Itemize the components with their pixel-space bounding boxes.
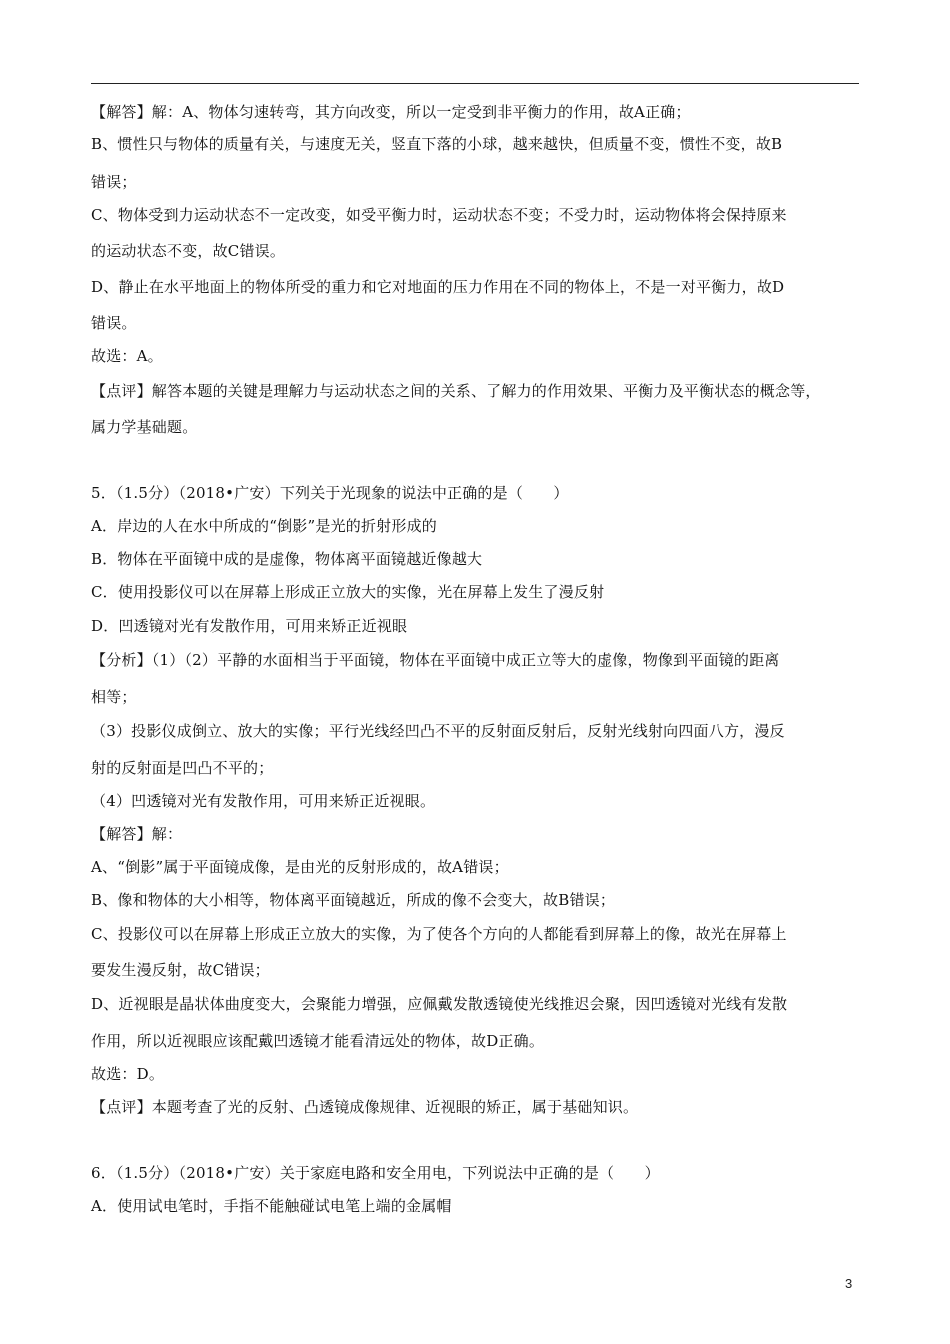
question-6-stem: 6．（1.5分）（2018•广安）关于家庭电路和安全用电，下列说法中正确的是（ ） [91,1164,660,1182]
analysis-line: 【分析】（1）（2）平静的水面相当于平面镜，物体在平面镜中成正立等大的虚像，物像到平面镜的距离 [91,651,780,669]
answer-line: B、像和物体的大小相等，物体离平面镜越近，所成的像不会变大，故B错误； [91,891,616,909]
comment-line: 【点评】本题考查了光的反射、凸透镜成像规律、近视眼的矫正，属于基础知识。 [91,1098,639,1116]
answer-line: 的运动状态不变，故C错误。 [91,242,286,260]
choice-line: 故选：A。 [91,347,163,365]
choice-line: 故选：D。 [91,1065,165,1083]
answer-line: 错误； [91,173,137,191]
question-5-option-a: A．岸边的人在水中所成的“倒影”是光的折射形成的 [91,517,437,535]
page-number: 3 [845,1276,853,1291]
comment-line: 属力学基础题。 [91,418,198,436]
answer-line: 【解答】解： [91,825,183,843]
answer-line: D、近视眼是晶状体曲度变大，会聚能力增强，应佩戴发散透镜使光线推迟会聚，因凹透镜对光线有发散 [91,995,788,1013]
answer-line: C、投影仪可以在屏幕上形成正立放大的实像，为了使各个方向的人都能看到屏幕上的像，故光在屏幕上 [91,925,787,943]
question-5-stem: 5．（1.5分）（2018•广安）下列关于光现象的说法中正确的是（ ） [91,484,569,502]
answer-line: 作用，所以近视眼应该配戴凹透镜才能看清远处的物体，故D正确。 [91,1032,545,1050]
analysis-line: 射的反射面是凹凸不平的； [91,759,274,777]
analysis-line: （3）投影仪成倒立、放大的实像；平行光线经凹凸不平的反射面反射后，反射光线射向四面八方，漫反 [91,722,785,740]
header-rule [91,83,859,84]
question-5-option-b: B．物体在平面镜中成的是虚像，物体离平面镜越近像越大 [91,550,483,568]
answer-line: C、物体受到力运动状态不一定改变，如受平衡力时，运动状态不变；不受力时，运动物体将会保持原来 [91,206,787,224]
answer-line: 要发生漫反射，故C错误； [91,961,270,979]
answer-line: A、“倒影”属于平面镜成像，是由光的反射形成的，故A错误； [91,858,509,876]
question-6-option-a: A．使用试电笔时，手指不能触碰试电笔上端的金属帽 [91,1197,452,1215]
analysis-line: 相等； [91,688,137,706]
analysis-line: （4）凹透镜对光有发散作用，可用来矫正近视眼。 [91,792,436,810]
answer-line: D、静止在水平地面上的物体所受的重力和它对地面的压力作用在不同的物体上，不是一对平衡力，故D [91,278,785,296]
question-5-option-c: C．使用投影仪可以在屏幕上形成正立放大的实像，光在屏幕上发生了漫反射 [91,583,605,601]
question-5-option-d: D．凹透镜对光有发散作用，可用来矫正近视眼 [91,617,408,635]
answer-line: 【解答】解：A、物体匀速转弯，其方向改变，所以一定受到非平衡力的作用，故A正确； [91,103,691,121]
answer-line: 错误。 [91,314,137,332]
answer-line: B、惯性只与物体的质量有关，与速度无关，竖直下落的小球，越来越快，但质量不变，惯性不变，故B [91,135,783,153]
comment-line: 【点评】解答本题的关键是理解力与运动状态之间的关系、了解力的作用效果、平衡力及平衡状态的概念等， [91,382,821,400]
